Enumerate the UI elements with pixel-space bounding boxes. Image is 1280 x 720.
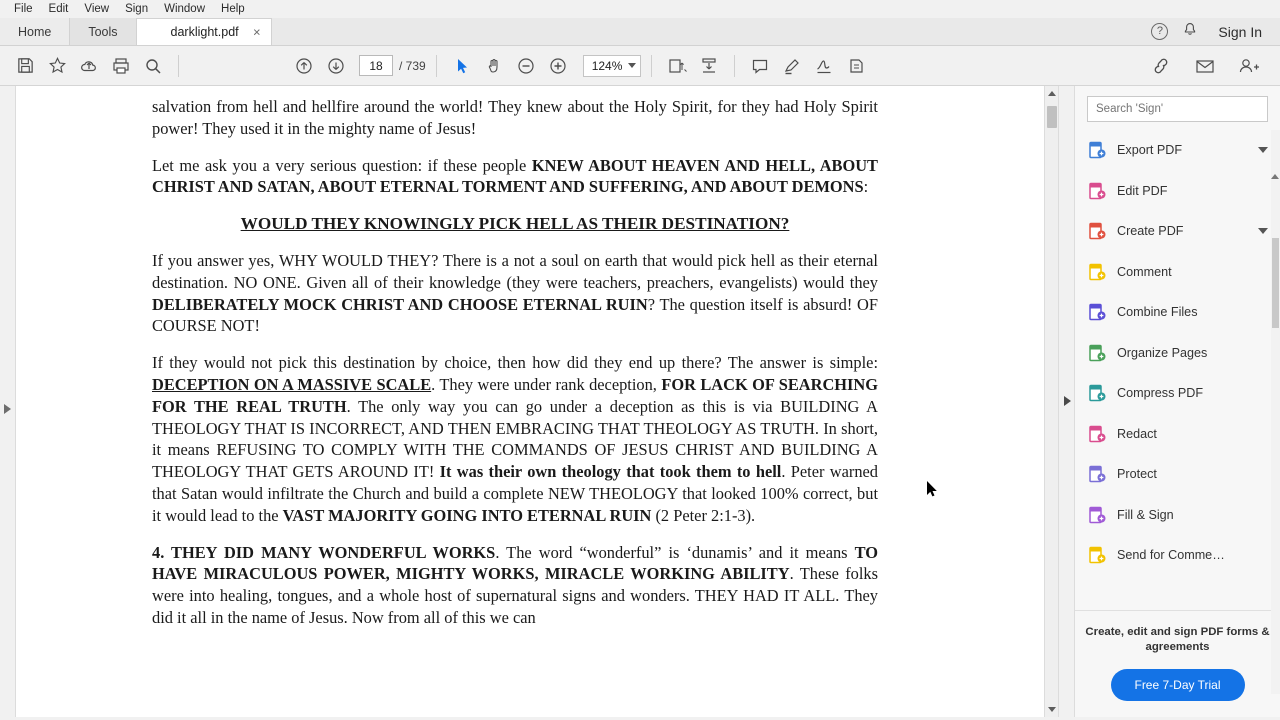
menu-sign[interactable]: Sign — [125, 3, 149, 15]
pdf-text-run: It was their own theology that took them to hell — [439, 462, 782, 482]
tools-list — [1075, 128, 1280, 610]
document-viewport[interactable] — [16, 86, 1058, 717]
share-link-icon[interactable] — [1146, 52, 1176, 80]
create-pdf-icon — [1087, 221, 1107, 241]
page-number-input[interactable] — [359, 55, 393, 76]
scroll-mode-icon[interactable] — [694, 52, 724, 80]
tool-item-redact[interactable] — [1075, 414, 1280, 455]
left-pane-toggle[interactable] — [0, 86, 16, 717]
tool-item-protect[interactable] — [1075, 454, 1280, 495]
comment-icon[interactable] — [745, 52, 775, 80]
tool-item-label: Organize Pages — [1117, 345, 1208, 360]
tool-item-label: Redact — [1117, 426, 1157, 441]
tab-tools[interactable]: Tools — [70, 18, 136, 45]
pdf-text-run: 4. THEY DID MANY WONDERFUL WORKS — [152, 542, 496, 562]
save-icon[interactable] — [10, 52, 40, 80]
pdf-text-run: (2 Peter 2:1-3). — [651, 505, 756, 525]
notification-bell-icon[interactable] — [1182, 22, 1198, 42]
pdf-text-run: WOULD THEY KNOWINGLY PICK HELL AS THEIR DESTINATION? — [240, 214, 790, 234]
pdf-text-run: FOR LACK OF SEARCHING FOR THE REAL TRUTH — [152, 374, 879, 416]
tool-item-export-pdf[interactable] — [1075, 130, 1280, 171]
pdf-text-run: DELIBERATELY MOCK CHRIST AND CHOOSE ETERNAL RUIN — [152, 294, 648, 314]
cloud-upload-icon[interactable] — [74, 52, 104, 80]
send-comments-icon — [1087, 545, 1107, 565]
chevron-down-icon[interactable] — [1258, 147, 1268, 153]
workspace — [0, 86, 1280, 717]
pdf-text-run: Let me ask you a very serious question: if these people — [152, 155, 532, 175]
promo-text: Create, edit and sign PDF forms & agreements — [1085, 626, 1270, 653]
toolbar-divider-4 — [734, 55, 735, 77]
pdf-text-run: If you answer yes, WHY WOULD THEY? There is a not a soul on earth that would pick hell as their eternal destination. NO ONE. Given all of their knowledge (they were teachers, preachers, evangelists) would they — [152, 250, 878, 292]
tool-item-edit-pdf[interactable] — [1075, 171, 1280, 212]
highlight-icon[interactable] — [777, 52, 807, 80]
right-pane-toggle[interactable] — [1058, 86, 1074, 717]
menu-edit[interactable]: Edit — [48, 3, 69, 15]
fit-page-icon[interactable] — [662, 52, 692, 80]
pdf-text-run: KNEW ABOUT HEAVEN AND HELL, ABOUT CHRIST AND SATAN, ABOUT ETERNAL TORMENT AND SUFFERING, AND ABOUT DEMONS — [152, 155, 878, 197]
tool-item-label: Fill & Sign — [1117, 507, 1174, 522]
organize-pages-icon — [1087, 343, 1107, 363]
chevron-right-icon[interactable] — [4, 404, 11, 414]
pdf-page — [16, 86, 1056, 717]
chevron-down-icon[interactable] — [628, 63, 636, 68]
pdf-text-run: TO HAVE MIRACULOUS POWER, MIGHTY WORKS, MIRACLE WORKING ABILITY — [152, 542, 878, 584]
tool-item-organize-pages[interactable] — [1075, 333, 1280, 374]
print-icon[interactable] — [106, 52, 136, 80]
search-icon[interactable] — [138, 52, 168, 80]
compress-pdf-icon — [1087, 383, 1107, 403]
mouse-cursor — [927, 481, 939, 499]
menu-bar — [0, 0, 1280, 18]
hand-tool-icon[interactable] — [479, 52, 509, 80]
comment-icon — [1087, 262, 1107, 282]
free-trial-button[interactable]: Free 7-Day Trial — [1111, 669, 1245, 701]
pdf-paragraph — [152, 352, 878, 526]
tab-strip — [0, 18, 1280, 46]
zoom-level-selector[interactable] — [583, 55, 642, 77]
pdf-text-run: ? The question itself is absurd! OF COURSE NOT! — [152, 294, 879, 336]
pdf-heading — [152, 213, 878, 235]
menu-window[interactable]: Window — [164, 3, 206, 15]
toolbar-divider-3 — [651, 55, 652, 77]
pdf-text-run: : — [863, 177, 869, 197]
tool-item-combine-files[interactable] — [1075, 292, 1280, 333]
sign-icon[interactable] — [809, 52, 839, 80]
tool-item-label: Create PDF — [1117, 224, 1184, 239]
tab-home[interactable]: Home — [0, 18, 70, 45]
scroll-down-icon[interactable] — [1045, 702, 1058, 717]
help-icon[interactable]: ? — [1151, 23, 1168, 40]
add-person-icon[interactable] — [1234, 52, 1264, 80]
pdf-text-run: DECEPTION ON A MASSIVE SCALE — [152, 374, 432, 394]
zoom-in-icon[interactable] — [543, 52, 573, 80]
add-stamp-icon[interactable] — [841, 52, 871, 80]
menu-view[interactable]: View — [84, 3, 110, 15]
pdf-page-text — [152, 96, 878, 644]
fill-sign-icon — [1087, 505, 1107, 525]
tools-search-wrap — [1075, 86, 1280, 128]
tool-item-label: Compress PDF — [1117, 386, 1204, 401]
pdf-text-run: If they would not pick this destination by choice, then how did they end up there? The answer is simple: — [152, 353, 878, 373]
tools-panel-scrollbar[interactable] — [1271, 130, 1280, 694]
toolbar-divider — [178, 55, 179, 77]
cursor-select-icon[interactable] — [447, 52, 477, 80]
tab-strip-actions — [1151, 18, 1280, 45]
protect-icon — [1087, 464, 1107, 484]
tool-item-compress-pdf[interactable] — [1075, 373, 1280, 414]
menu-file[interactable]: File — [14, 3, 33, 15]
chevron-right-icon-right[interactable] — [1064, 396, 1071, 406]
menu-help[interactable]: Help — [221, 3, 245, 15]
page-total-label: / 739 — [399, 58, 426, 73]
tool-item-label: Edit PDF — [1117, 183, 1168, 198]
tool-item-label: Combine Files — [1117, 305, 1198, 320]
pdf-text-run: . Peter warned that Satan would infiltrate the Church and build a complete NEW THEOLOGY that looked 100% correct, but it would lead to the — [152, 462, 878, 525]
tool-item-label: Send for Comme… — [1117, 548, 1225, 563]
toolbar-right-actions — [1146, 52, 1270, 80]
pdf-paragraph — [152, 250, 878, 337]
promo-banner — [1075, 610, 1280, 717]
scrollbar-thumb[interactable] — [1047, 106, 1057, 128]
tool-item-label: Export PDF — [1117, 143, 1183, 158]
tool-item-send-for-comme[interactable] — [1075, 535, 1280, 576]
pdf-paragraph — [152, 542, 878, 629]
pdf-paragraph — [152, 96, 878, 140]
tool-item-create-pdf[interactable] — [1075, 211, 1280, 252]
edit-pdf-icon — [1087, 181, 1107, 201]
toolbar — [0, 46, 1280, 86]
redact-icon — [1087, 424, 1107, 444]
toolbar-divider-2 — [436, 55, 437, 77]
pdf-text-run: . The word “wonderful” is ‘dunamis’ and it means — [495, 542, 855, 562]
tool-item-fill-sign[interactable] — [1075, 495, 1280, 536]
sign-in-button[interactable]: Sign In — [1218, 23, 1262, 40]
panel-scrollbar-thumb[interactable] — [1272, 238, 1279, 328]
pdf-text-run: . These folks were into healing, tongues, and a whole host of supernatural signs and wonders. THEY HAD IT ALL. They did it all in the name of Jesus. Now from all of this we can — [152, 564, 878, 627]
star-icon[interactable] — [42, 52, 72, 80]
pdf-paragraph — [152, 155, 878, 199]
tool-item-comment[interactable] — [1075, 252, 1280, 293]
page-navigation — [359, 55, 426, 76]
combine-files-icon — [1087, 302, 1107, 322]
scroll-up-icon[interactable] — [1045, 86, 1058, 101]
page-up-icon[interactable] — [289, 52, 319, 80]
page-down-icon[interactable] — [321, 52, 351, 80]
tools-panel — [1074, 86, 1280, 717]
close-icon[interactable]: × — [253, 24, 261, 40]
zoom-level-value: 124% — [591, 58, 623, 73]
panel-scroll-up-icon[interactable] — [1271, 174, 1279, 179]
pdf-text-run: . They were under rank deception, — [431, 374, 662, 394]
pdf-text-run: salvation from hell and hellfire around the world! They knew about the Holy Spirit, for they had Holy Spirit power! They used it in the mighty name of Jesus! — [152, 97, 878, 138]
tool-item-label: Comment — [1117, 264, 1172, 279]
pdf-text-run: . The only way you can go under a deception as this is via BUILDING A THEOLOGY THAT IS INCORRECT, AND THEN EMBRACING THAT THEOLOGY AS TRUTH. In short, it means REFUSING TO COMPLY WITH THE COMMANDS OF JESUS CHRIST AND BUILDING A THEOLOGY THAT GETS AROUND IT! — [152, 396, 878, 482]
chevron-down-icon[interactable] — [1258, 228, 1268, 234]
tool-item-label: Protect — [1117, 467, 1157, 482]
zoom-out-icon[interactable] — [511, 52, 541, 80]
tab-document[interactable] — [137, 18, 272, 45]
pdf-text-run: VAST MAJORITY GOING INTO ETERNAL RUIN — [282, 505, 652, 525]
tab-document-label: darklight.pdf — [170, 25, 239, 39]
export-pdf-icon — [1087, 140, 1107, 160]
search-input[interactable] — [1087, 96, 1268, 122]
document-scrollbar[interactable] — [1044, 86, 1058, 717]
email-icon[interactable] — [1190, 52, 1220, 80]
